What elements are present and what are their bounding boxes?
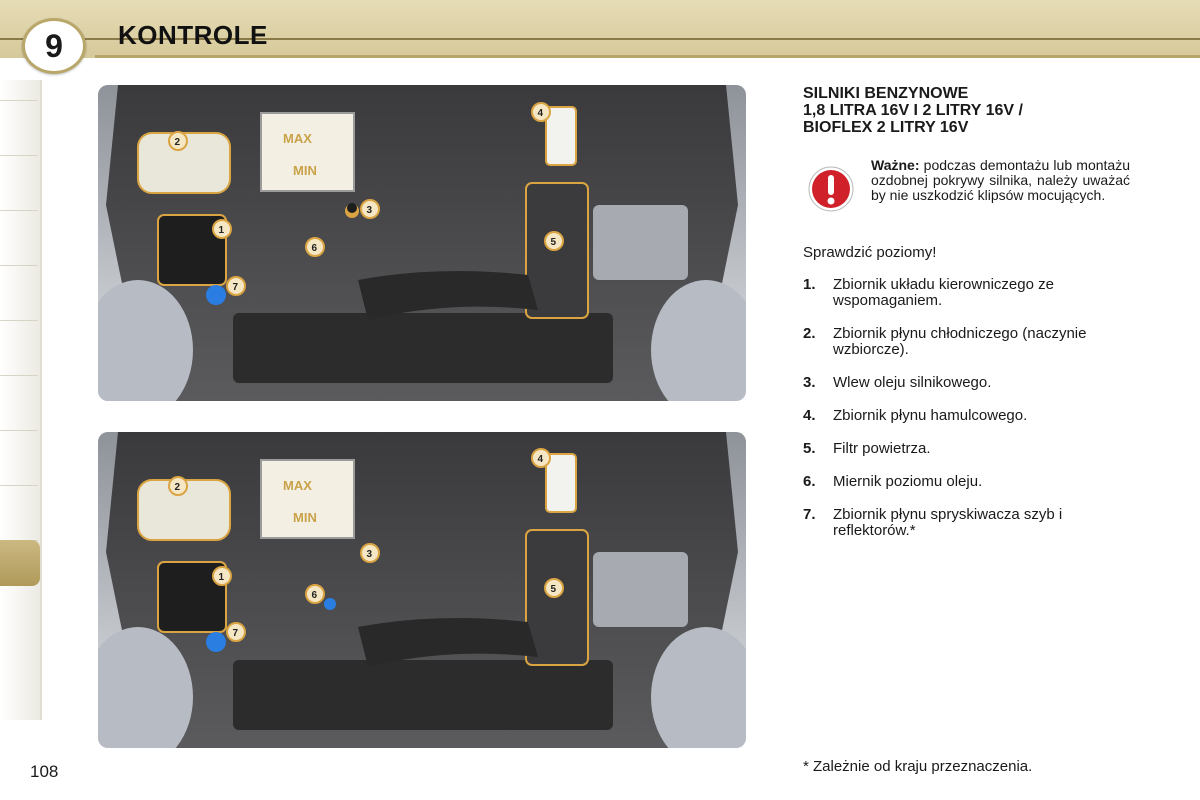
gauge-min-label: MIN [293, 510, 317, 525]
tab-divider [0, 210, 38, 211]
svg-text:7: 7 [232, 282, 239, 293]
max-min-gauge-inset [261, 113, 354, 191]
list-item-number: 4. [803, 407, 816, 424]
tab-divider [0, 320, 38, 321]
exclamation-icon [808, 166, 854, 212]
tab-divider [0, 265, 38, 266]
svg-text:1: 1 [218, 225, 225, 236]
component-list [803, 277, 1130, 539]
section-title-line3: BIOFLEX 2 LITRY 16V [803, 119, 969, 136]
svg-text:3: 3 [366, 549, 373, 560]
list-item-text: Zbiornik płynu hamulcowego. [833, 407, 1028, 424]
list-item [803, 507, 1130, 539]
callout-1 [213, 220, 231, 238]
callout-4 [532, 103, 550, 121]
front-crossmember [233, 313, 613, 383]
important-notice-lead: Ważne: [871, 157, 920, 173]
engine-bay-figure-top [98, 85, 746, 401]
important-notice [803, 158, 1130, 244]
callout-6 [306, 238, 324, 256]
list-item-text: Zbiornik płynu chłodniczego (naczynie wzbiorcze). [833, 325, 1087, 358]
list-item [803, 326, 1130, 358]
list-item [803, 408, 1130, 424]
svg-text:7: 7 [232, 628, 239, 639]
list-item-number: 5. [803, 440, 816, 457]
callout-3 [361, 200, 379, 218]
callout-6 [306, 585, 324, 603]
svg-text:2: 2 [174, 137, 181, 148]
callout-5 [545, 579, 563, 597]
list-item [803, 474, 1130, 490]
chapter-title: KONTROLE [118, 20, 268, 50]
list-item-text: Miernik poziomu oleju. [833, 473, 983, 490]
svg-text:4: 4 [537, 108, 544, 119]
svg-text:1: 1 [218, 572, 225, 583]
list-item-number: 3. [803, 374, 816, 391]
svg-text:6: 6 [311, 590, 318, 601]
callout-2 [169, 477, 187, 495]
callout-3 [361, 544, 379, 562]
check-levels-label: Sprawdzić poziomy! [803, 244, 937, 261]
tab-divider [0, 100, 38, 101]
svg-text:5: 5 [550, 237, 557, 248]
section-title-line2: 1,8 LITRA 16V I 2 LITRY 16V / [803, 102, 1023, 119]
tab-divider [0, 375, 38, 376]
svg-text:3: 3 [366, 205, 373, 216]
page-number: 108 [30, 762, 59, 781]
list-item-text: Filtr powietrza. [833, 440, 931, 457]
list-item-number: 1. [803, 276, 816, 293]
svg-text:4: 4 [537, 454, 544, 465]
section-title-line1: SILNIKI BENZYNOWE [803, 85, 969, 102]
tab-divider [0, 430, 38, 431]
callout-7 [227, 623, 245, 641]
svg-text:2: 2 [174, 482, 181, 493]
important-notice-text [871, 158, 1130, 203]
chapter-tab-active[interactable] [0, 540, 40, 586]
section-title [803, 85, 1130, 136]
chapter-tab-strip [0, 80, 42, 720]
list-item-text: Zbiornik układu kierowniczego ze wspomaganiem. [833, 276, 1054, 309]
chapter-number-badge: 9 [22, 18, 86, 74]
callout-2 [169, 132, 187, 150]
callout-7 [227, 277, 245, 295]
svg-text:5: 5 [550, 584, 557, 595]
list-item [803, 277, 1130, 309]
footnote: * Zależnie od kraju przeznaczenia. [803, 758, 1033, 775]
list-item [803, 375, 1130, 391]
list-item-text: Wlew oleju silnikowego. [833, 374, 992, 391]
tab-divider [0, 155, 38, 156]
gauge-max-label: MAX [283, 478, 312, 493]
list-item-number: 7. [803, 506, 816, 523]
header-rule-lower [95, 55, 1200, 58]
instructions-column [803, 85, 1130, 556]
callout-1 [213, 567, 231, 585]
list-item-number: 2. [803, 325, 816, 342]
tab-divider [0, 485, 38, 486]
callout-4 [532, 449, 550, 467]
list-item-text: Zbiornik płynu spryskiwacza szyb i reflektorów.* [833, 506, 1063, 539]
list-item [803, 441, 1130, 457]
gauge-max-label: MAX [283, 131, 312, 146]
engine-bay-figure-bottom [98, 432, 746, 748]
gauge-min-label: MIN [293, 163, 317, 178]
list-item-number: 6. [803, 473, 816, 490]
important-notice-body: podczas demontażu lub montażu ozdobnej pokrywy silnika, należy uważać by nie uszkodzić klipsów mocujących. [871, 157, 1130, 203]
svg-text:6: 6 [311, 243, 318, 254]
callout-5 [545, 232, 563, 250]
